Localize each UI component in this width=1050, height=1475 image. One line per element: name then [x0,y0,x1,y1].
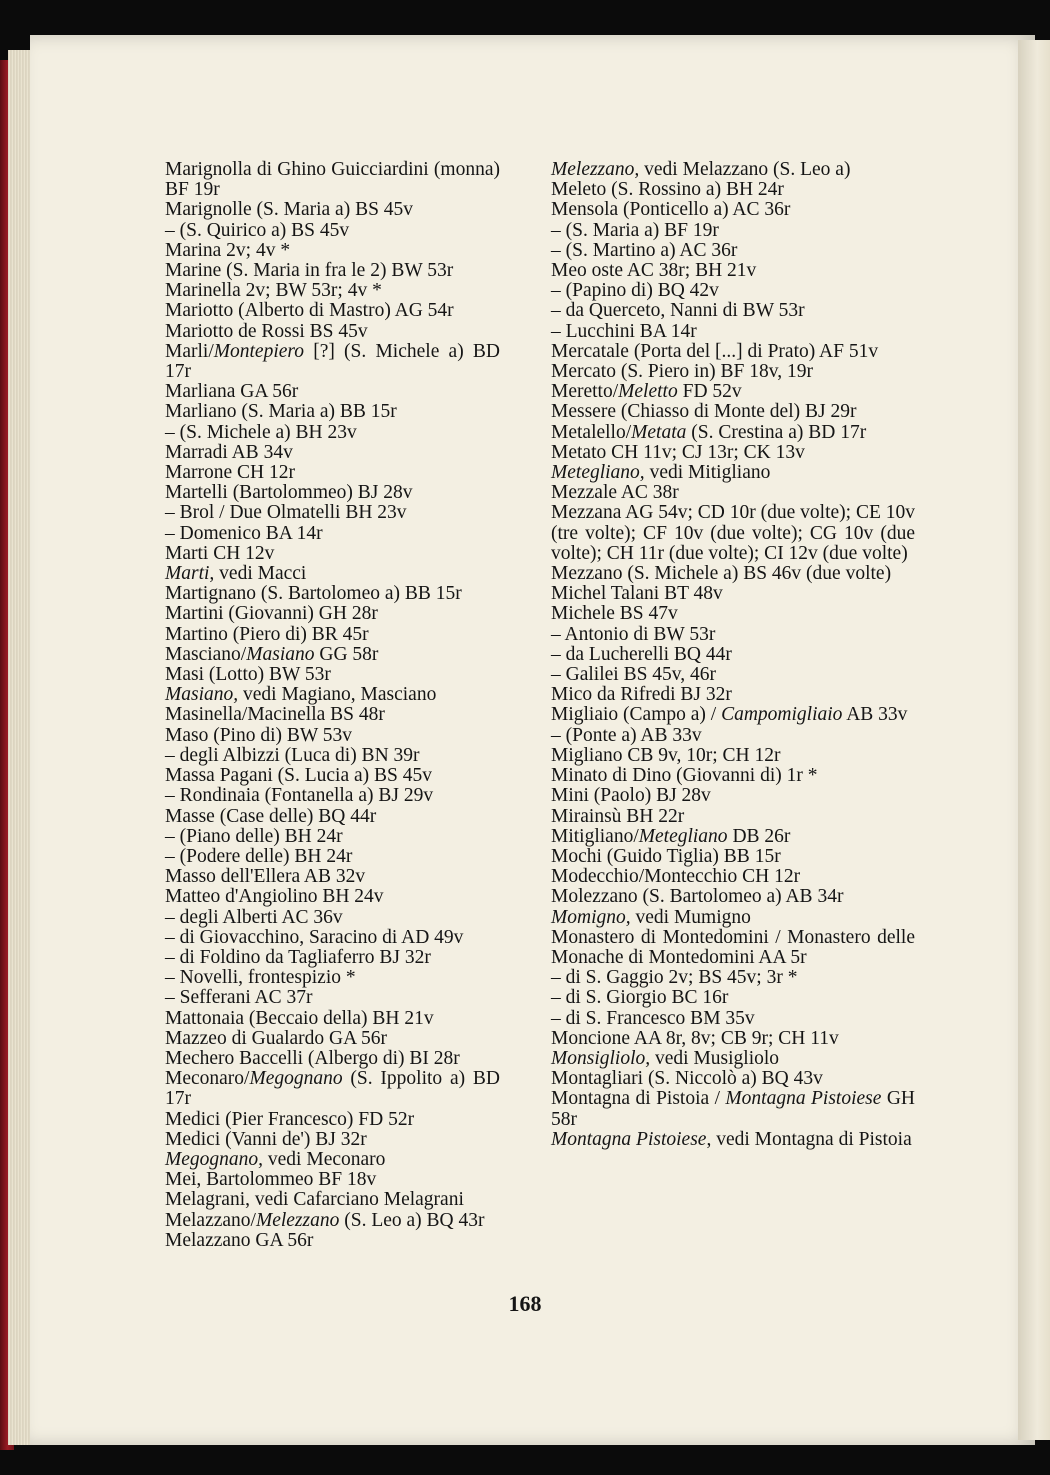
index-entry: Marti, vedi Macci [165,563,307,585]
index-entry: Meo oste AC 38r; BH 21v [551,260,757,282]
index-entry: Marinella 2v; BW 53r; 4v * [165,280,382,302]
index-column-left [165,160,500,1251]
index-entry: Mei, Bartolommeo BF 18v [165,1169,377,1191]
index-entry: Marliana GA 56r [165,381,299,403]
index-entry: Moncione AA 8r, 8v; CB 9r; CH 11v [551,1027,839,1049]
index-entry: Monsigliolo, vedi Musigliolo [551,1047,780,1069]
index-entry: Mechero Baccelli (Albergo di) BI 28r [165,1047,460,1069]
index-entry: – degli Albizzi (Luca di) BN 39r [165,744,420,766]
index-entry: – (S. Maria a) BF 19r [551,219,719,241]
index-entry: Mattonaia (Beccaio della) BH 21v [165,1007,434,1029]
index-entry: – di S. Giorgio BC 16r [551,987,729,1009]
index-entry: Maso (Pino di) BW 53v [165,724,353,746]
index-entry: Michel Talani BT 48v [551,583,723,605]
index-entry: – (Podere delle) BH 24r [165,845,353,867]
index-entry: – Brol / Due Olmatelli BH 23v [165,502,407,524]
index-entry: Masi (Lotto) BW 53r [165,664,331,686]
index-entry: – da Querceto, Nanni di BW 53r [551,300,805,322]
index-entry: Mitigliano/Metegliano DB 26r [551,825,791,847]
index-entry: Marradi AB 34v [165,441,293,463]
index-entry: Meconaro/Megognano (S. Ippolito a) BD 17r [165,1068,500,1110]
index-entry: Masinella/Macinella BS 48r [165,704,385,726]
index-entry: Marrone CH 12r [165,462,295,484]
index-entry: Martelli (Bartolommeo) BJ 28v [165,482,413,504]
index-entry: Mariotto de Rossi BS 45v [165,320,368,342]
index-entry: – di Foldino da Tagliaferro BJ 32r [165,946,431,968]
index-entry: Mariotto (Alberto di Mastro) AG 54r [165,300,454,322]
index-entry: – Sefferani AC 37r [165,987,313,1009]
index-entry: Medici (Vanni de') BJ 32r [165,1128,367,1150]
index-entry: Mercato (S. Piero in) BF 18v, 19r [551,361,813,383]
index-entry: Matteo d'Angiolino BH 24v [165,886,384,908]
index-entry: Metalello/Metata (S. Crestina a) BD 17r [551,421,867,443]
index-entry: Melazzano GA 56r [165,1229,314,1251]
index-entry: Mezzale AC 38r [551,482,679,504]
index-entry: – Novelli, frontespizio * [165,967,356,989]
index-entry: Mochi (Guido Tiglia) BB 15r [551,845,781,867]
index-entry: Masso dell'Ellera AB 32v [165,866,366,888]
index-entry: Martignano (S. Bartolomeo a) BB 15r [165,583,462,605]
index-entry: Messere (Chiasso di Monte del) BJ 29r [551,401,857,423]
page-number: 168 [508,1291,542,1316]
index-entry: – (Ponte a) AB 33v [551,724,702,746]
index-entry: Montagna Pistoiese, vedi Montagna di Pistoia [551,1128,912,1150]
index-entry: Mico da Rifredi BJ 32r [551,684,732,706]
index-entry: Mezzano (S. Michele a) BS 46v (due volte) [551,563,892,585]
index-entry: Marignolle (S. Maria a) BS 45v [165,199,414,221]
index-entry: Mensola (Ponticello a) AC 36r [551,199,791,221]
index-entry: Montagna di Pistoia / Montagna Pistoiese GH 58r [551,1088,915,1130]
index-entry: Marliano (S. Maria a) BB 15r [165,401,397,423]
index-entry: Melezzano, vedi Melazzano (S. Leo a) [551,159,851,180]
index-entry: – (S. Martino a) AC 36r [551,239,738,261]
index-entry: – Rondinaia (Fontanella a) BJ 29v [165,785,434,807]
index-entry: Migliano CB 9v, 10r; CH 12r [551,744,781,766]
index-entry: – di S. Gaggio 2v; BS 45v; 3r * [551,967,798,989]
index-entry: – degli Alberti AC 36v [165,906,343,928]
index-entry: Michele BS 47v [551,603,678,625]
index-entry: Mercatale (Porta del [...] di Prato) AF 51v [551,340,879,362]
index-entry: – Lucchini BA 14r [551,320,697,342]
index-entry: Monastero di Montedomini / Monastero delle Monache di Montedomini AA 5r [551,926,915,968]
index-entry: Marine (S. Maria in fra le 2) BW 53r [165,260,454,282]
index-entry: Mini (Paolo) BJ 28v [551,785,711,807]
index-entry: Mirainsù BH 22r [551,805,685,827]
index-entry: Montagliari (S. Niccolò a) BQ 43v [551,1068,823,1090]
index-entry: – di S. Francesco BM 35v [551,1007,755,1029]
index-entry: Momigno, vedi Mumigno [551,906,751,928]
index-entry: – (Piano delle) BH 24r [165,825,343,847]
index-entry: Mazzeo di Gualardo GA 56r [165,1027,388,1049]
index-entry: Masciano/Masiano GG 58r [165,643,379,665]
index-entry: Melazzano/Melezzano (S. Leo a) BQ 43r [165,1209,485,1231]
index-entry: – di Giovacchino, Saracino di AD 49v [165,926,464,948]
index-entry: Marignolla di Ghino Guicciardini (monna) BF 19r [165,159,500,201]
index-entry: Meretto/Meletto FD 52v [551,381,742,403]
index-entry: – (Papino di) BQ 42v [551,280,719,302]
index-entry: Masse (Case delle) BQ 44r [165,805,377,827]
index-entry: – (S. Michele a) BH 23v [165,421,357,443]
index-entry: Meleto (S. Rossino a) BH 24r [551,179,784,201]
index-entry: Masiano, vedi Magiano, Masciano [165,684,437,706]
index-entry: Massa Pagani (S. Lucia a) BS 45v [165,765,433,787]
index-entry: Metato CH 11v; CJ 13r; CK 13v [551,441,805,463]
index-entry: Modecchio/Montecchio CH 12r [551,866,801,888]
index-entry: – Antonio di BW 53r [551,623,716,645]
index-entry: Megognano, vedi Meconaro [165,1148,386,1170]
next-page-edge [1018,40,1050,1440]
index-entry: Marli/Montepiero [?] (S. Michele a) BD 17r [165,340,500,383]
index-entry: – Domenico BA 14r [165,522,323,544]
index-entry: – Galilei BS 45v, 46r [551,664,717,686]
index-entry: Molezzano (S. Bartolomeo a) AB 34r [551,886,844,908]
index-entry: Metegliano, vedi Mitigliano [551,462,771,484]
index-entry: Migliaio (Campo a) / Campomigliaio AB 33v [551,704,908,726]
index-entry: Medici (Pier Francesco) FD 52r [165,1108,415,1130]
index-entry: – da Lucherelli BQ 44r [551,643,732,665]
index-entry: Mezzana AG 54v; CD 10r (due volte); CE 10v (tre volte); CF 10v (due volte); CG 10v (due volte); CH 11r (due volte); CI 12v (due volte) [551,502,915,564]
index-column-right [551,160,915,1150]
index-entry: – (S. Quirico a) BS 45v [165,219,350,241]
index-entry: Martino (Piero di) BR 45r [165,623,369,645]
index-entry: Marina 2v; 4v * [165,239,291,261]
index-entry: Martini (Giovanni) GH 28r [165,603,378,625]
index-entry: Marti CH 12v [165,542,275,564]
index-entry: Minato di Dino (Giovanni di) 1r * [551,765,818,787]
index-entry: Melagrani, vedi Cafarciano Melagrani [165,1189,464,1211]
